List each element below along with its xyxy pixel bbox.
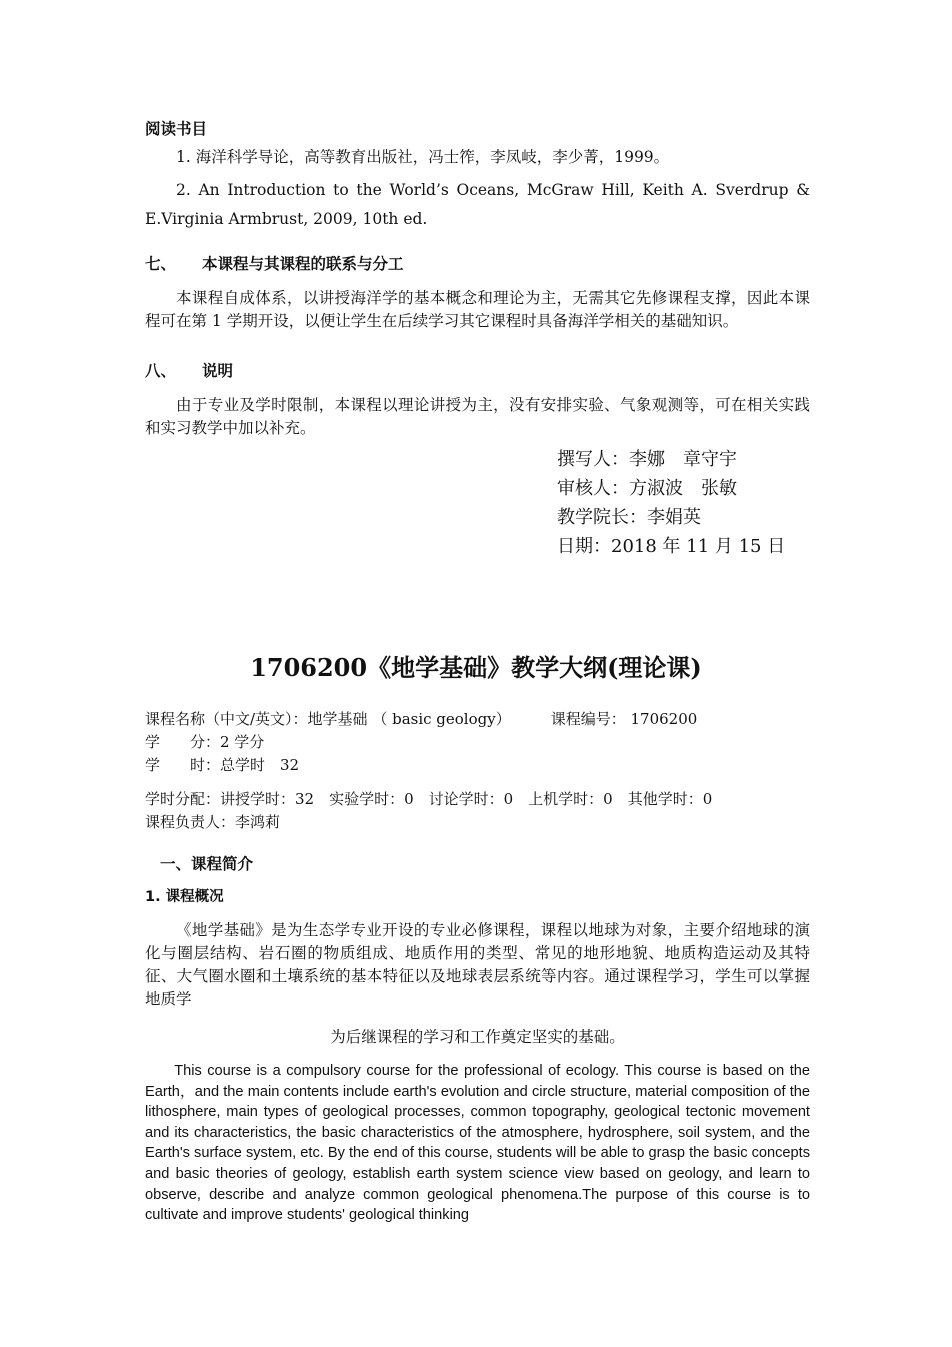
section-8-body: 由于专业及学时限制，本课程以理论讲授为主，没有安排实验、气象观测等，可在相关实践和实习教学中加以补充。 [145, 396, 810, 437]
course-name: 课程名称（中文/英文）：地学基础 （ basic geology） [145, 710, 511, 728]
course-credits: 学 分：2 学分 [145, 733, 265, 751]
course-hours: 学 时：总学时 32 [145, 756, 300, 774]
overview-cn-tail: 为后继课程的学习和工作奠定坚实的基础。 [330, 1028, 625, 1046]
hour-allocation: 学时分配：讲授学时：32 实验学时：0 讨论学时：0 上机学时：0 其他学时：0 [145, 790, 713, 808]
reading-item-2: 2. An Introduction to the World’s Oceans, McGraw Hill, Keith A. Sverdrup & E.Virginia Armbrust, 2009, 10th ed. [145, 181, 810, 228]
overview-cn: 《地学基础》是为生态学专业开设的专业必修课程，课程以地球为对象，主要介绍地球的演化与圈层结构、岩石圈的物质组成、地质作用的类型、常见的地形地貌、地质构造运动及其特征、大气圈水圈和土壤系统的基本特征以及地球表层系统等内容。通过课程学习，学生可以掌握地质学 [145, 921, 810, 1008]
section-7-body: 本课程自成体系，以讲授海洋学的基本概念和理论为主，无需其它先修课程支撑，因此本课程可在第 1 学期开设，以便让学生在后续学习其它课程时具备海洋学相关的基础知识。 [145, 289, 810, 330]
signature-dean: 教学院长：李娟英 [557, 507, 701, 528]
section-7-number: 七、 [145, 255, 177, 273]
course-name-row [145, 708, 810, 731]
section-8-number: 八、 [145, 362, 177, 380]
reading-item-1: 1. 海洋科学导论，高等教育出版社，冯士筰，李凤岐，李少菁，1999。 [176, 148, 670, 166]
signature-reviewer: 审核人：方淑波 张敏 [557, 478, 737, 499]
course-code: 课程编号： 1706200 [550, 710, 698, 728]
subsection-1-heading: 1. 课程概况 [145, 889, 224, 905]
signature-date: 日期：2018 年 11 月 15 日 [557, 536, 786, 557]
section-8-title: 说明 [202, 362, 234, 380]
syllabus-title: 1706200《地学基础》教学大纲(理论课) [250, 653, 702, 682]
section-1-heading: 一、课程简介 [160, 855, 254, 873]
section-8-heading [145, 360, 810, 383]
section-7-heading [145, 253, 810, 276]
signature-writer: 撰写人：李娜 章守宇 [557, 449, 737, 470]
section-7-title: 本课程与其课程的联系与分工 [202, 255, 404, 273]
reading-heading: 阅读书目 [145, 120, 208, 138]
overview-en: This course is a compulsory course for the professional of ecology. This course is based on the Earth，and the main contents include earth's evolution and circle structure, material composition of the lithosphere, main types of geological processes, common topography, geological tectonic movement and its characteristics, the basic characteristics of the atmosphere, hydrosphere, soil system, and the Earth's surface system, etc. By the end of this course, students will be able to grasp the basic concepts and basic theories of geology, establish earth system science view based on geology, and learn to observe, describe and analyze common geological phenomena.The purpose of this course is to cultivate and improve students' geological thinking [145, 1063, 810, 1224]
course-responsible: 课程负责人：李鸿莉 [145, 813, 281, 831]
